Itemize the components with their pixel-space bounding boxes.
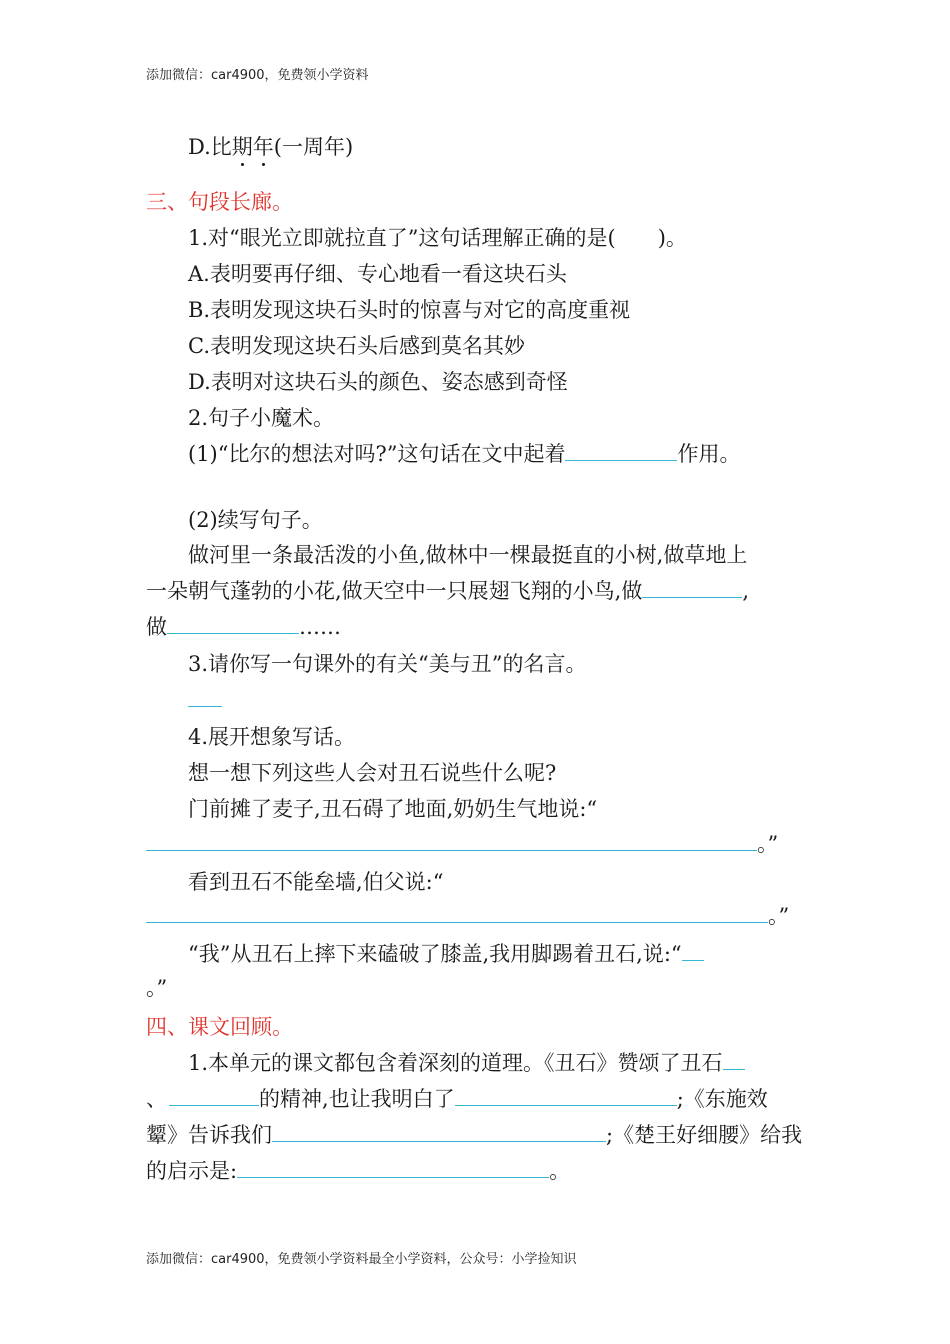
q4-me-text: “我”从丑石上摔下来磕破了膝盖,我用脚踢着丑石,说:“ [188, 942, 682, 966]
review-text: ;《东施效 [676, 1087, 768, 1111]
answer-blank[interactable] [723, 1049, 745, 1070]
section-4-title: 四、课文回顾。 [146, 1015, 293, 1039]
answer-blank[interactable] [188, 686, 222, 707]
answer-blank[interactable] [682, 940, 704, 961]
q2-part2-comma: , [742, 579, 750, 603]
review-text: 1.本单元的课文都包含着深刻的道理。《丑石》赞颂了丑石 [188, 1051, 723, 1075]
q4-me-end: 。” [146, 976, 168, 1000]
q1-option-c: C.表明发现这块石头后感到莫名其妙 [188, 334, 525, 358]
q2-title: 2.句子小魔术。 [188, 406, 335, 430]
q2-part1 [188, 440, 740, 468]
q4-grandma-answer [146, 830, 778, 858]
q2-part1-text: (1)“比尔的想法对吗?”这句话在文中起着 [188, 442, 566, 466]
review-line3 [146, 1121, 802, 1149]
q4-uncle-answer [146, 902, 789, 930]
q4-me [188, 940, 704, 968]
review-text: 。 [549, 1159, 571, 1183]
header-watermark: 添加微信：car4900，免费领小学资料 [146, 68, 369, 83]
emphasis-dot [262, 163, 265, 166]
review-line2 [146, 1085, 768, 1113]
answer-blank[interactable] [237, 1157, 549, 1178]
q1-option-a: A.表明要再仔细、专心地看一看这块石头 [188, 262, 567, 286]
q3-answer-line [188, 686, 222, 714]
q2-part2-text: 做 [146, 615, 167, 639]
q2-part2-line1: 做河里一条最活泼的小鱼,做林中一棵最挺直的小树,做草地上 [188, 543, 748, 567]
review-text: ;《楚王好细腰》给我 [606, 1123, 803, 1147]
q4-title: 4.展开想象写话。 [188, 725, 356, 749]
q1-stem: 1.对“眼光立即就拉直了”这句话理解正确的是( )。 [188, 226, 687, 250]
answer-blank[interactable] [146, 830, 757, 851]
footer-watermark: 添加微信：car4900，免费领小学资料最全小学资料，公众号：小学捡知识 [146, 1252, 577, 1267]
section-3-title: 三、句段长廊。 [146, 190, 293, 214]
review-text: 的精神,也让我明白了 [259, 1087, 455, 1111]
q4-uncle: 看到丑石不能垒墙,伯父说:“ [188, 870, 444, 894]
q2-part2-title: (2)续写句子。 [188, 508, 323, 532]
answer-blank[interactable] [169, 1085, 259, 1106]
quote-end: 。” [757, 832, 779, 856]
quote-end: 。” [768, 904, 790, 928]
q2-part2-line2 [146, 577, 749, 605]
option-d: D.比期年(一周年) [188, 135, 354, 159]
q2-part1-text-end: 作用。 [677, 442, 741, 466]
answer-blank[interactable] [565, 440, 677, 461]
answer-blank[interactable] [455, 1085, 677, 1106]
answer-blank[interactable] [167, 613, 299, 634]
answer-blank[interactable] [146, 902, 768, 923]
review-text: 、 [146, 1087, 167, 1111]
review-text: 颦》告诉我们 [146, 1123, 272, 1147]
q4-grandma: 门前摊了麦子,丑石碍了地面,奶奶生气地说:“ [188, 797, 598, 821]
emphasis-dot [241, 163, 244, 166]
q1-option-b: B.表明发现这块石头时的惊喜与对它的高度重视 [188, 298, 631, 322]
q3: 3.请你写一句课外的有关“美与丑”的名言。 [188, 652, 587, 676]
review-line4 [146, 1157, 570, 1185]
q2-part2-text: 一朵朝气蓬勃的小花,做天空中一只展翅飞翔的小鸟,做 [146, 579, 643, 603]
answer-blank[interactable] [272, 1121, 606, 1142]
q4-intro: 想一想下列这些人会对丑石说些什么呢? [188, 761, 557, 785]
q2-part2-line3 [146, 613, 341, 641]
review-line1 [188, 1049, 745, 1077]
review-text: 的启示是: [146, 1159, 238, 1183]
q1-option-d: D.表明对这块石头的颜色、姿态感到奇怪 [188, 370, 568, 394]
q2-part2-ellipsis: …… [299, 615, 341, 639]
answer-blank[interactable] [642, 577, 742, 598]
